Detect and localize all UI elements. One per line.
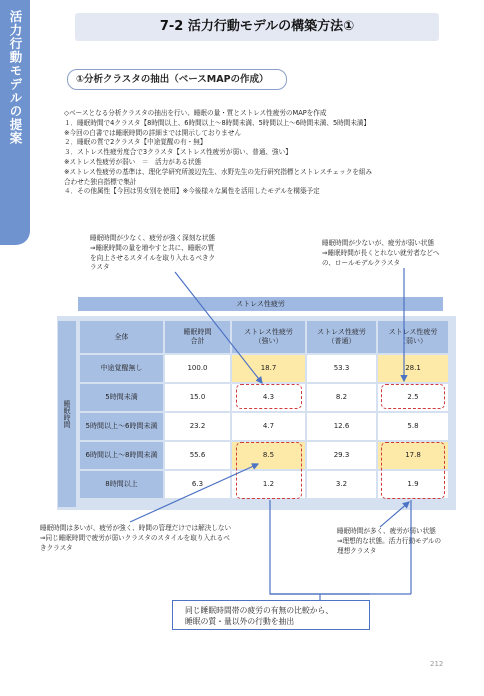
row-label: 中途覚醒無し [80, 355, 163, 382]
row-label: 8時間以上 [80, 471, 163, 498]
arrow-bottom-left [130, 464, 258, 522]
table-cell: 100.0 [165, 355, 230, 382]
table-cell: 29.3 [307, 442, 376, 469]
table-cell: 28.1 [378, 355, 448, 382]
body-line: ３．ストレス性疲労度合で3クラスタ【ストレス性疲労が弱い、普通、強い】 [64, 148, 292, 157]
note-line: 理想クラスタ [337, 546, 377, 555]
table-cell: 23.2 [165, 413, 230, 440]
column-header: ストレス性疲労 （弱い） [378, 321, 448, 353]
table-cell: 6.3 [165, 471, 230, 498]
body-line: ※ストレス性疲労が弱い ＝ 活力がある状態 [64, 157, 202, 166]
arrow-top-left [175, 272, 262, 383]
table-cell: 5.8 [378, 413, 448, 440]
table-cell: 4.3 [232, 384, 305, 411]
note-line: 睡眠時間が少ないが、疲労が弱い状態 [322, 239, 435, 247]
table-cell: 8.5 [232, 442, 305, 469]
table-cell: 55.6 [165, 442, 230, 469]
body-line: ※今回の白書では睡眠時間の詳細までは開示しておりません [64, 128, 241, 137]
table-cell: 18.7 [232, 355, 305, 382]
page-number: 212 [430, 660, 444, 668]
note-line: 睡眠時間が多く、疲労が弱い状態 [337, 527, 436, 535]
table-cell: 2.5 [378, 384, 448, 411]
column-header: 睡眠時間 合計 [165, 321, 230, 353]
body-line: ２．睡眠の質で2クラスタ【中途覚醒の有・無】 [64, 138, 207, 147]
note-line: 睡眠時間は多いが、疲労が強く、時間の管理だけでは解決しない [40, 524, 232, 532]
table-cell: 1.9 [378, 471, 448, 498]
column-header: 全体 [80, 321, 163, 353]
note-line: の、ロールモデルクラスタ [322, 258, 401, 267]
note-line: ⇒理想的な状態。活力行動モデルの [337, 536, 442, 545]
note-line: を向上させるスタイルを取り入れるべきク [90, 253, 216, 262]
stress-header: ストレス性疲労 [78, 297, 443, 311]
table-cell: 12.6 [307, 413, 376, 440]
sleep-time-label: 睡眠時間 [58, 321, 76, 507]
section-heading-text: ①分析クラスタの抽出（ベースMAPの作成） [76, 74, 269, 85]
note-line: ラスタ [90, 263, 110, 272]
note-line: きクラスタ [40, 543, 73, 552]
note-line: 睡眠時間が少なく、疲労が強く深刻な状態 [90, 234, 216, 242]
row-label: 5時間未満 [80, 384, 163, 411]
table-cell: 1.2 [232, 471, 305, 498]
arrow-bottom-right [380, 502, 409, 527]
row-label: 5時間以上〜6時間未満 [80, 413, 163, 440]
table-cell: 4.7 [232, 413, 305, 440]
column-header: ストレス性疲労 （強い） [232, 321, 305, 353]
body-line: ※ストレス性疲労の基準は、理化学研究所渡辺先生、水野先生の先行研究指標とストレスチェックを組み [64, 167, 373, 176]
conclusion-line: 同じ睡眠時間帯の疲労の有無の比較から、 [185, 606, 334, 615]
table-cell: 15.0 [165, 384, 230, 411]
row-label: 6時間以上〜8時間未満 [80, 442, 163, 469]
table-cell: 53.3 [307, 355, 376, 382]
conclusion-box [172, 600, 370, 630]
table-cell: 8.2 [307, 384, 376, 411]
body-line: ４．その他属性【今回は男女別を使用】※今後様々な属性を活用したモデルを構築予定 [64, 187, 320, 196]
table-cell: 3.2 [307, 471, 376, 498]
conclusion-line: 睡眠の質・量以外の行動を抽出 [185, 617, 295, 626]
table-cell: 17.8 [378, 442, 448, 469]
side-tab-label: 活力行動モデルの提案 [8, 10, 23, 145]
note-line: ⇒睡眠時間の量を増やすと共に、睡眠の質 [90, 243, 215, 252]
body-line: 合わせた独自指標で集計 [64, 177, 137, 186]
note-line: ⇒睡眠時間が長くとれない就労者などへ [322, 248, 440, 257]
page-title: 7-2 活力行動モデルの構築方法① [159, 19, 355, 34]
connector-to-conclusion [270, 500, 370, 594]
body-line: ◇ベースとなる分析クラスタの抽出を行い、睡眠の量・質とストレス性疲労のMAPを作成 [64, 109, 327, 117]
column-header: ストレス性疲労 （普通） [307, 321, 376, 353]
body-line: １．睡眠時間で4クラスタ【8時間以上、6時間以上〜8時間未満、5時間以上〜6時間未満、5時間未満】 [64, 118, 371, 127]
note-line: ⇒同じ睡眠時間で疲労が弱いクラスタのスタイルを取り入れるべ [40, 533, 230, 542]
